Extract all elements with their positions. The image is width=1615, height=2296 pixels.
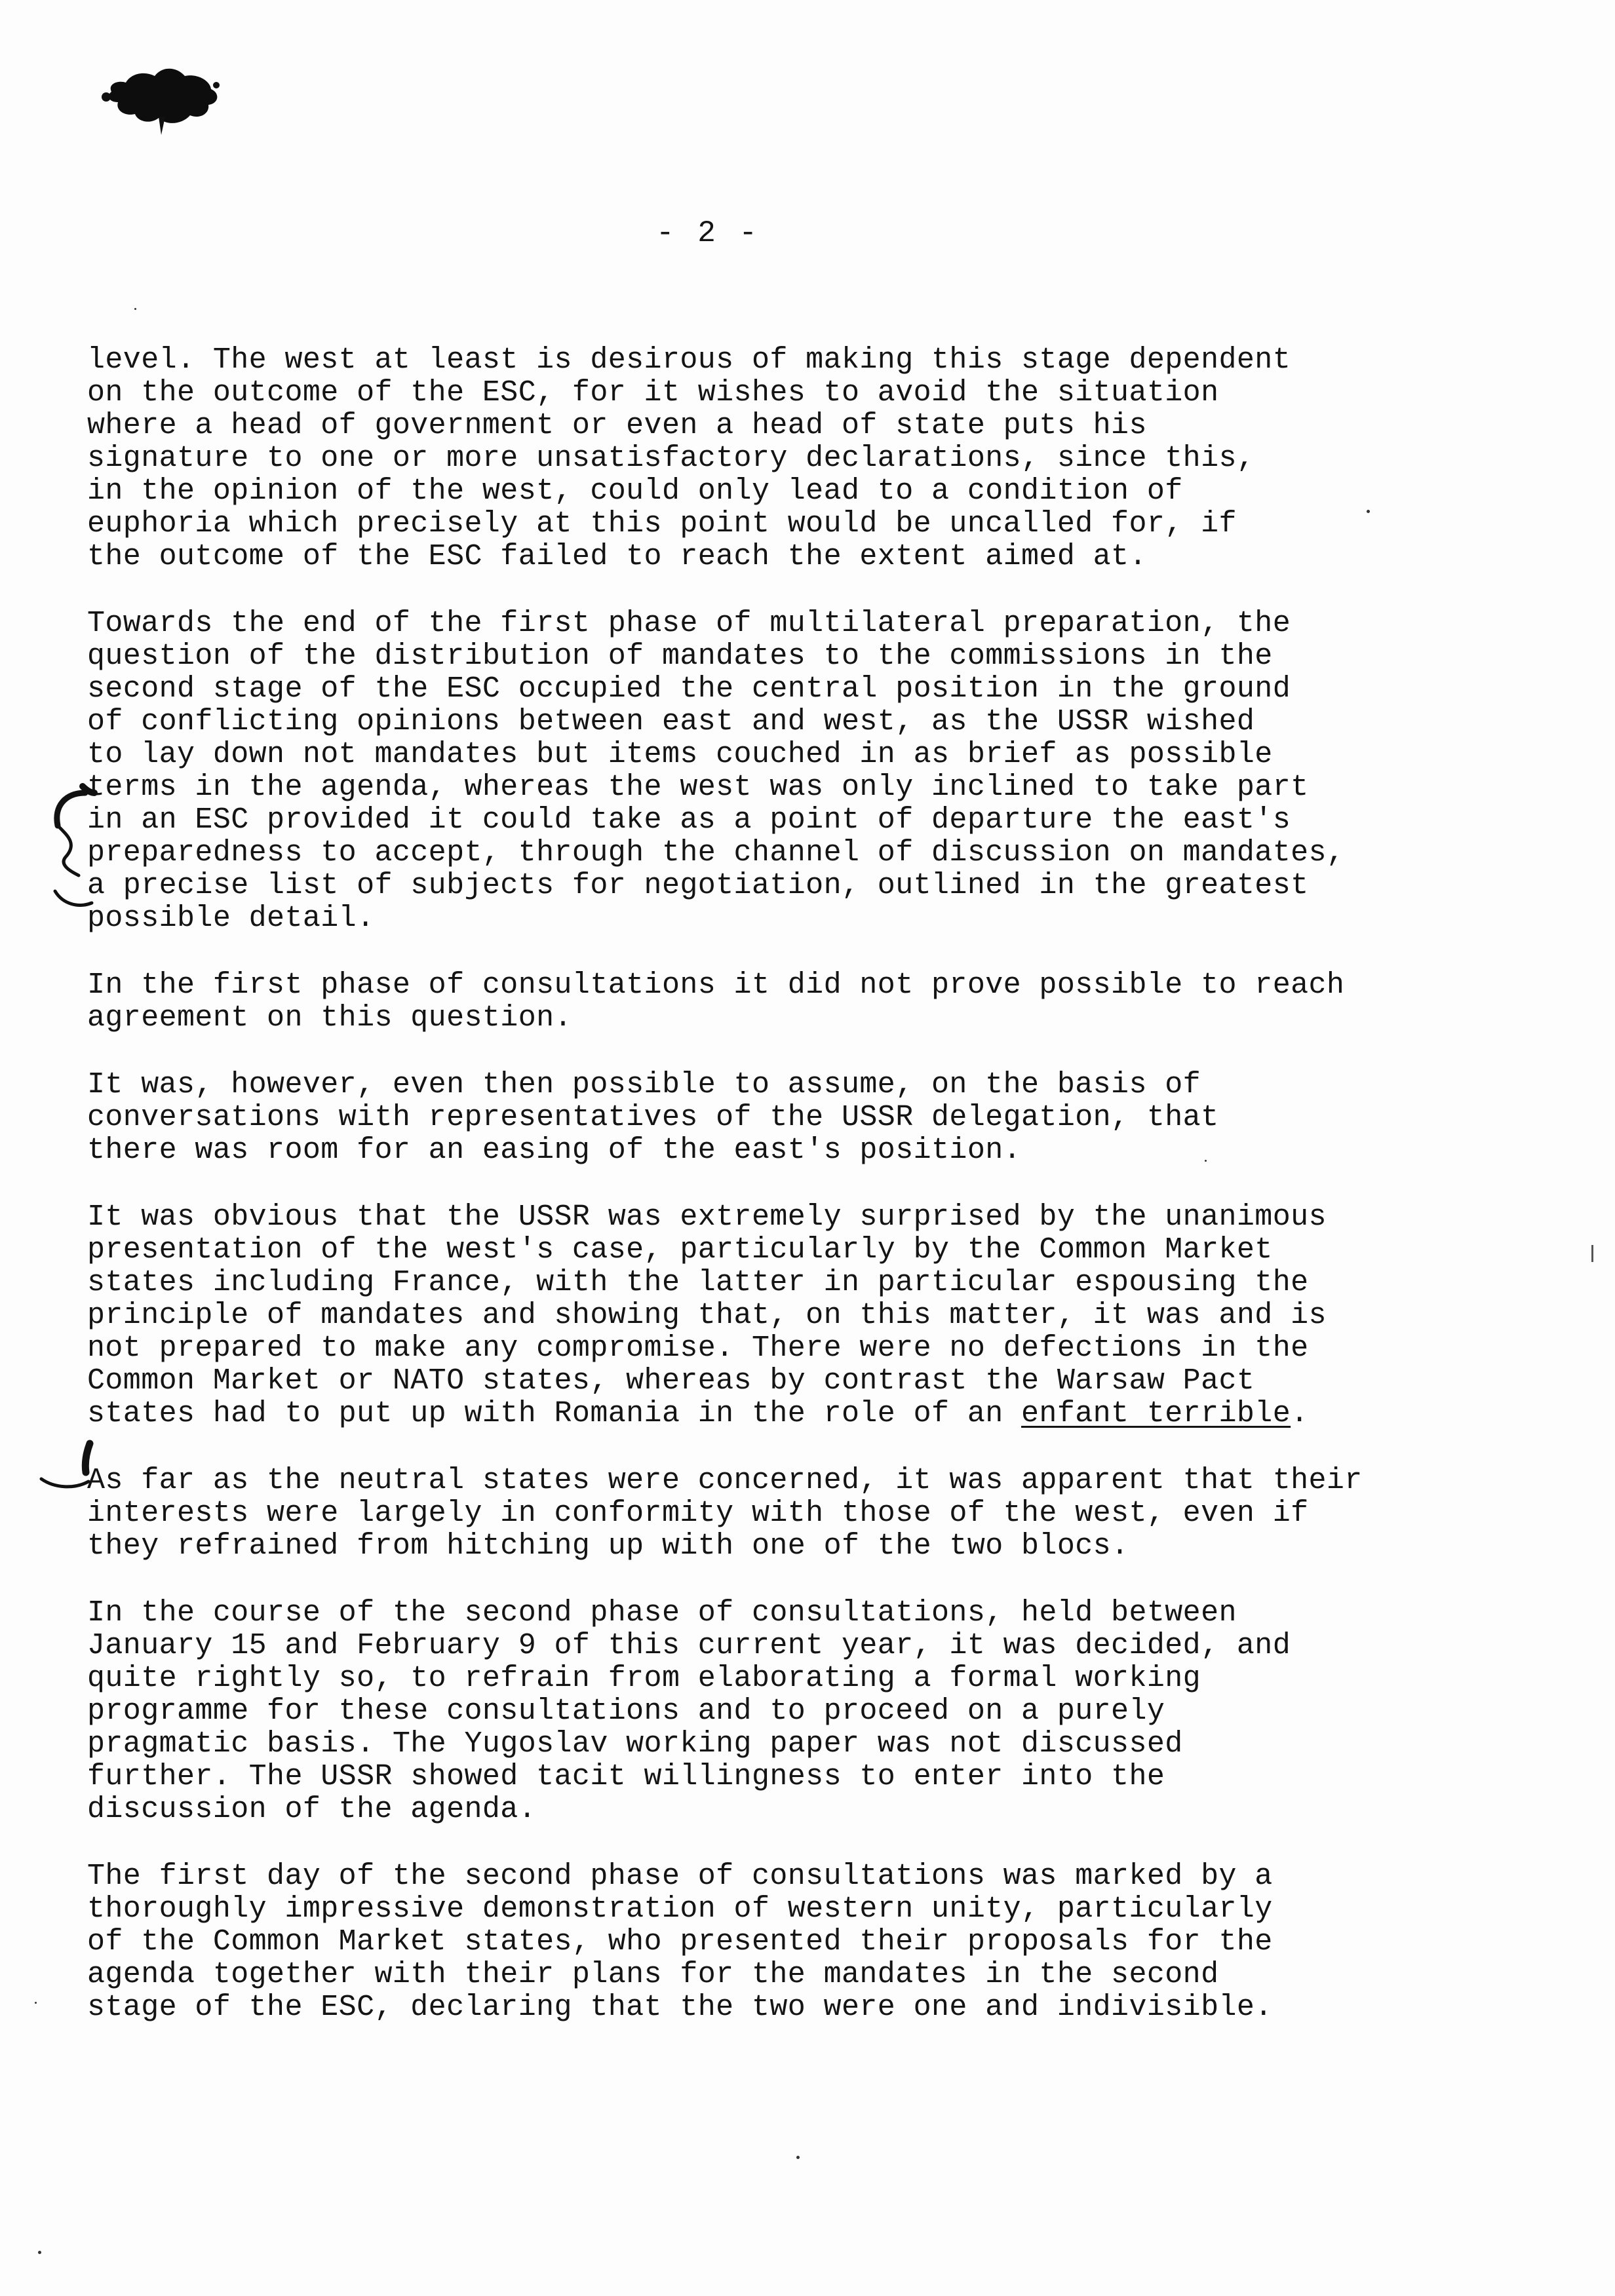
paragraph-2	[87, 607, 1483, 935]
text-line: discussion of the agenda.	[87, 1793, 537, 1826]
text-line: It was obvious that the USSR was extremely surprised by the unanimous	[87, 1200, 1327, 1234]
text-line: preparedness to accept, through the channel of discussion on mandates,	[87, 836, 1345, 870]
paragraph-1	[87, 344, 1483, 573]
text-line: states including France, with the latter in particular espousing the	[87, 1266, 1309, 1299]
text-line: states had to put up with Romania in the role of an	[87, 1397, 1022, 1430]
text-line: in an ESC provided it could take as a point of departure the east's	[87, 803, 1291, 837]
paragraph-5	[87, 1201, 1483, 1430]
emphasis-text: enfant terrible	[1021, 1397, 1291, 1430]
document-body	[87, 344, 1483, 2058]
scan-speck	[35, 2002, 37, 2004]
page-number: - 2 -	[655, 216, 760, 250]
text-line: stage of the ESC, declaring that the two were one and indivisible.	[87, 1991, 1273, 2024]
scan-speck	[1205, 1160, 1207, 1162]
text-line: programme for these consultations and to proceed on a purely	[87, 1694, 1165, 1728]
paragraph-4	[87, 1069, 1483, 1167]
text-line: conversations with representatives of the USSR delegation, that	[87, 1101, 1219, 1134]
text-line: January 15 and February 9 of this current year, it was decided, and	[87, 1629, 1291, 1662]
text-line: where a head of government or even a head of state puts his	[87, 409, 1147, 442]
text-line: As far as the neutral states were concerned, it was apparent that their	[87, 1464, 1363, 1497]
text-line: in the opinion of the west, could only lead to a condition of	[87, 474, 1183, 508]
text-line: quite rightly so, to refrain from elaborating a formal working	[87, 1662, 1201, 1695]
text-line: terms in the agenda, whereas the west was only inclined to take part	[87, 771, 1309, 804]
text-line: agenda together with their plans for the mandates in the second	[87, 1958, 1219, 1991]
text-line: question of the distribution of mandates to the commissions in the	[87, 640, 1273, 673]
text-line: The first day of the second phase of consultations was marked by a	[87, 1860, 1273, 1893]
text-line: the outcome of the ESC failed to reach the extent aimed at.	[87, 540, 1147, 573]
text-line: signature to one or more unsatisfactory declarations, since this,	[87, 442, 1255, 475]
text-line: presentation of the west's case, particularly by the Common Market	[87, 1233, 1273, 1267]
text-line: Towards the end of the first phase of multilateral preparation, the	[87, 607, 1291, 640]
text-line: there was room for an easing of the east's position.	[87, 1134, 1022, 1167]
paragraph-3	[87, 969, 1483, 1035]
text-line: agreement on this question.	[87, 1001, 572, 1035]
text-line: not prepared to make any compromise. There were no defections in the	[87, 1331, 1309, 1365]
text-line: of conflicting opinions between east and west, as the USSR wished	[87, 705, 1255, 738]
text-line: further. The USSR showed tacit willingness to enter into the	[87, 1760, 1165, 1793]
text-line: pragmatic basis. The Yugoslav working paper was not discussed	[87, 1727, 1183, 1761]
text-line: In the course of the second phase of consultations, held between	[87, 1596, 1237, 1630]
margin-rule-mark	[1591, 1245, 1593, 1262]
text-line: principle of mandates and showing that, on this matter, it was and is	[87, 1299, 1327, 1332]
text-line: second stage of the ESC occupied the central position in the ground	[87, 672, 1291, 706]
ink-blot-mark	[98, 51, 229, 136]
scan-speck	[796, 2156, 800, 2159]
scan-speck	[134, 308, 136, 310]
scan-speck	[38, 2251, 41, 2254]
paragraph-8	[87, 1860, 1483, 2024]
text-line: .	[1291, 1397, 1309, 1430]
text-line: a precise list of subjects for negotiation, outlined in the greatest	[87, 869, 1309, 902]
text-line: Common Market or NATO states, whereas by contrast the Warsaw Pact	[87, 1364, 1255, 1398]
paragraph-6	[87, 1464, 1483, 1563]
text-line: In the first phase of consultations it did not prove possible to reach	[87, 968, 1345, 1002]
text-line: to lay down not mandates but items couched in as brief as possible	[87, 738, 1273, 771]
scan-speck	[1367, 510, 1370, 513]
text-line: they refrained from hitching up with one of the two blocs.	[87, 1529, 1129, 1563]
paragraph-7	[87, 1597, 1483, 1826]
text-line: interests were largely in conformity with those of the west, even if	[87, 1497, 1309, 1530]
text-line: euphoria which precisely at this point would be uncalled for, if	[87, 507, 1237, 541]
text-line: of the Common Market states, who presented their proposals for the	[87, 1925, 1273, 1959]
text-line: thoroughly impressive demonstration of western unity, particularly	[87, 1892, 1273, 1926]
text-line: level. The west at least is desirous of making this stage dependent	[87, 343, 1291, 377]
text-line: on the outcome of the ESC, for it wishes to avoid the situation	[87, 376, 1219, 410]
text-line: possible detail.	[87, 902, 375, 935]
text-line: It was, however, even then possible to assume, on the basis of	[87, 1068, 1201, 1101]
